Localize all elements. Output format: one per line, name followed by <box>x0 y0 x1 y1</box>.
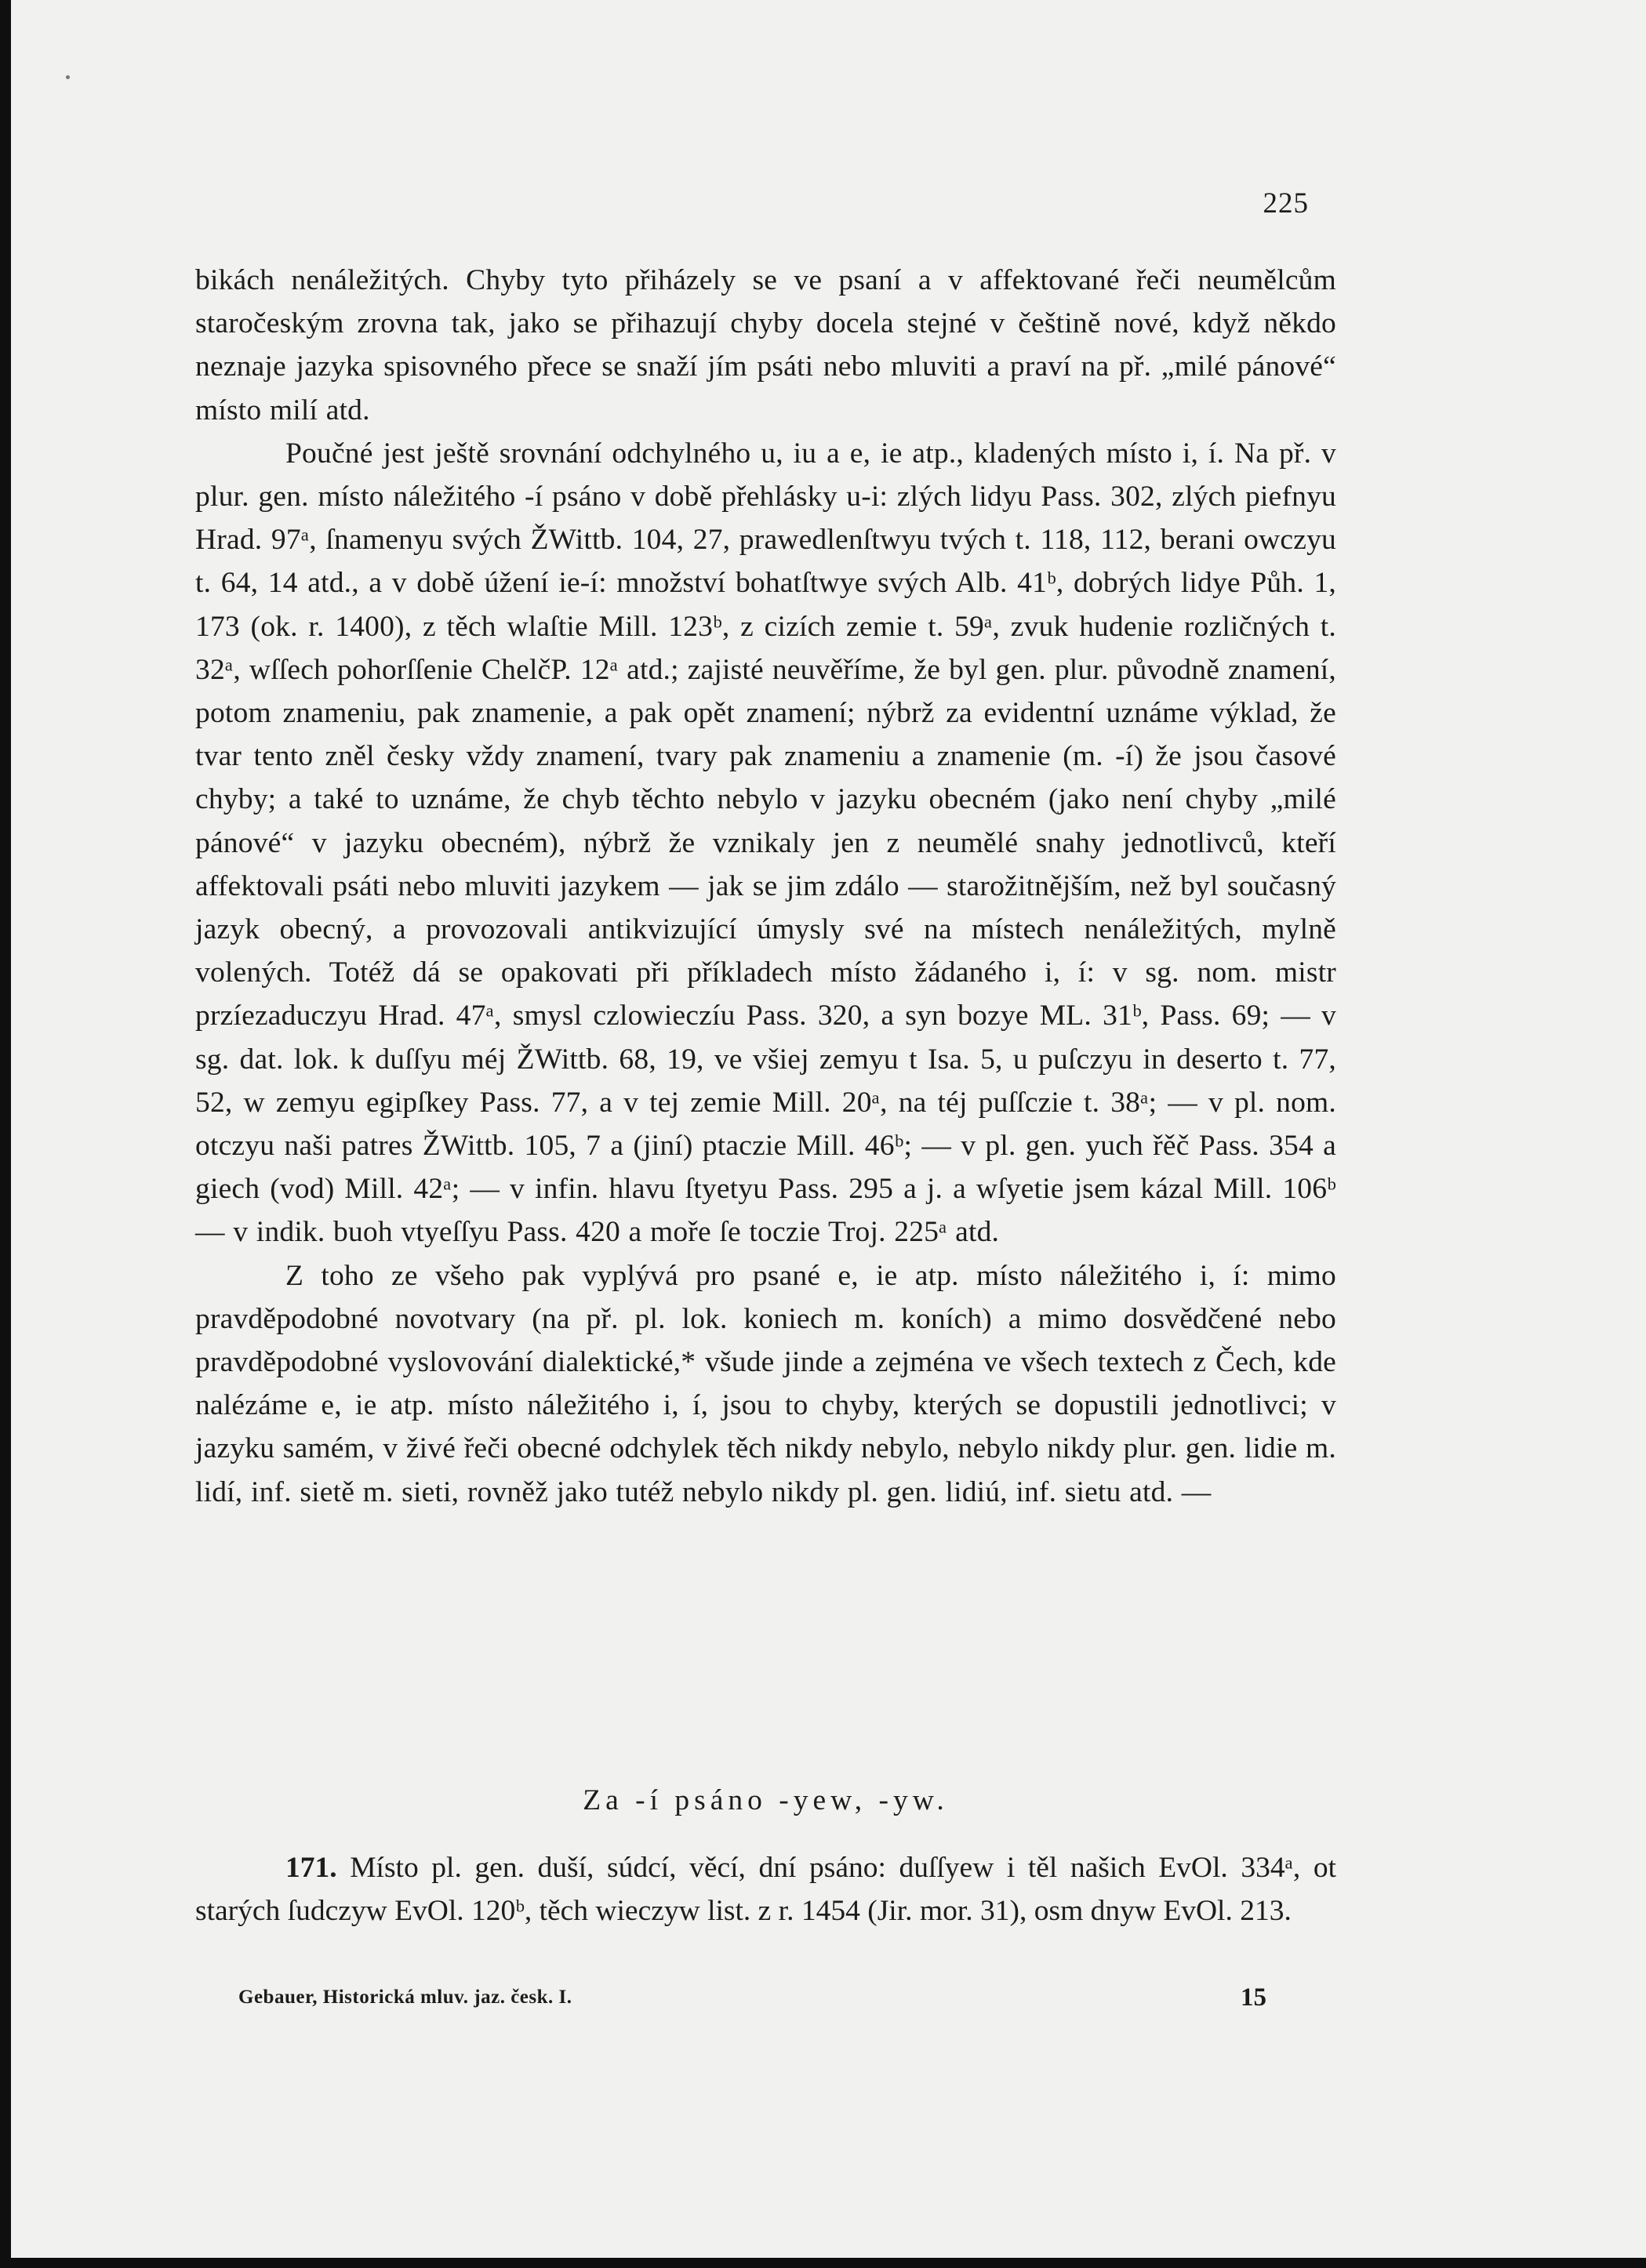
book-page <box>11 0 1646 2258</box>
section-number: 171. <box>285 1852 337 1884</box>
section-paragraph-text: Místo pl. gen. duší, súdcí, věcí, dní psáno: duſſyew i těl našich EvOl. 334ᵃ, ot starých ſudczyw EvOl. 120ᵇ, těch wieczyw list. z r. 1454 (Jir. mor. 31), osm dnyw EvOl. 213. <box>195 1852 1336 1928</box>
body-text <box>195 259 1336 1514</box>
footer-sheet-number: 15 <box>1241 1983 1266 2012</box>
section-171 <box>195 1846 1336 1932</box>
paragraph-3: Z toho ze všeho pak vyplývá pro psané e, ie atp. místo náležitého i, í: mimo pravděpodobné novotvary (na př. pl. lok. koniech m. koních) a mimo dosvědčené nebo pravděpodobné vyslovování dialektické,* všude jinde a zejména ve všech textech z Čech, kde nalézáme e, ie atp. místo náležitého i, í, jsou to chyby, kterých se dopustili jednotlivci; v jazyku samém, v živé řeči obecné odchylek těch nikdy nebylo, nebylo nikdy plur. gen. lidie m. lidí, inf. sietě m. sieti, rovněž jako tutéž nebylo nikdy pl. gen. lidiú, inf. sietu atd. — <box>195 1259 1336 1508</box>
paragraph-2: Poučné jest ještě srovnání odchylného u, iu a e, ie atp., kladených místo i, í. Na př. v plur. gen. místo náležitého -í psáno v době přehlásky u-i: zlých lidyu Pass. 302, zlých piefnyu Hrad. 97ᵃ, ſnamenyu svých ŽWittb. 104, 27, prawedlenſtwyu tvých t. 118, 112, berani owczyu t. 64, 14 atd., a v době úžení ie-í: množství bohatſtwye svých Alb. 41ᵇ, dobrých lidye Půh. 1, 173 (ok. r. 1400), z těch wlaſtie Mill. 123ᵇ, z cizích zemie t. 59ᵃ, zvuk hudenie rozličných t. 32ᵃ, wſſech pohorſſenie ChelčP. 12ᵃ atd.; zajisté neuvěříme, že byl gen. plur. původně znamení, potom znameniu, pak znamenie, a pak opět znamení; nýbrž za evidentní uznáme výklad, že tvar tento zněl česky vždy znamení, tvary pak znameniu a znamenie (m. -í) že jsou časové chyby; a také to uznáme, že chyb těchto nebylo v jazyku obecném (jako není chyby „milé pánové“ v jazyku obecném), nýbrž že vznikaly jen z neumělé snahy jednotlivců, kteří affektovali psáti nebo mluviti jazykem — jak se jim zdálo — starožitnějším, než byl současný jazyk obecný, a provozovali antikvizující úmysly své na místech nenáležitých, mylně volených. Totéž dá se opakovati při příkladech místo žádaného i, í: v sg. nom. mistr przíezaduczyu Hrad. 47ᵃ, smysl czlowieczíu Pass. 320, a syn bozye ML. 31ᵇ, Pass. 69; — v sg. dat. lok. k duſſyu méj ŽWittb. 68, 19, ve všiej zemyu t Isa. 5, u puſczyu in deserto t. 77, 52, w zemyu egipſkey Pass. 77, a v tej zemie Mill. 20ᵃ, na téj puſſczie t. 38ᵃ; — v pl. nom. otczyu naši patres ŽWittb. 105, 7 a (jiní) ptaczie Mill. 46ᵇ; — v pl. gen. yuch řěč Pass. 354 a giech (vod) Mill. 42ᵃ; — v infin. hlavu ſtyetyu Pass. 295 a j. a wſyetie jsem kázal Mill. 106ᵇ — v indik. buoh vtyeſſyu Pass. 420 a moře ſe toczie Troj. 225ᵃ atd. <box>195 437 1336 1249</box>
section-paragraph <box>195 1846 1336 1932</box>
scan-speck <box>66 75 70 79</box>
section-heading: Za -í psáno -yew, -yw. <box>583 1784 949 1816</box>
page-number: 225 <box>1263 187 1309 220</box>
paragraph-1: bikách nenáležitých. Chyby tyto přiházely se ve psaní a v affektované řeči neumělcům staročeským zrovna tak, jako se přihazují chyby docela stejné v češtině nové, když někdo neznaje jazyka spisovného přece se snaží jím psáti nebo mluviti a praví na př. „milé pánové“ místo milí atd. <box>195 264 1336 426</box>
footer-signature: Gebauer, Historická mluv. jaz. česk. I. <box>238 1987 572 2008</box>
